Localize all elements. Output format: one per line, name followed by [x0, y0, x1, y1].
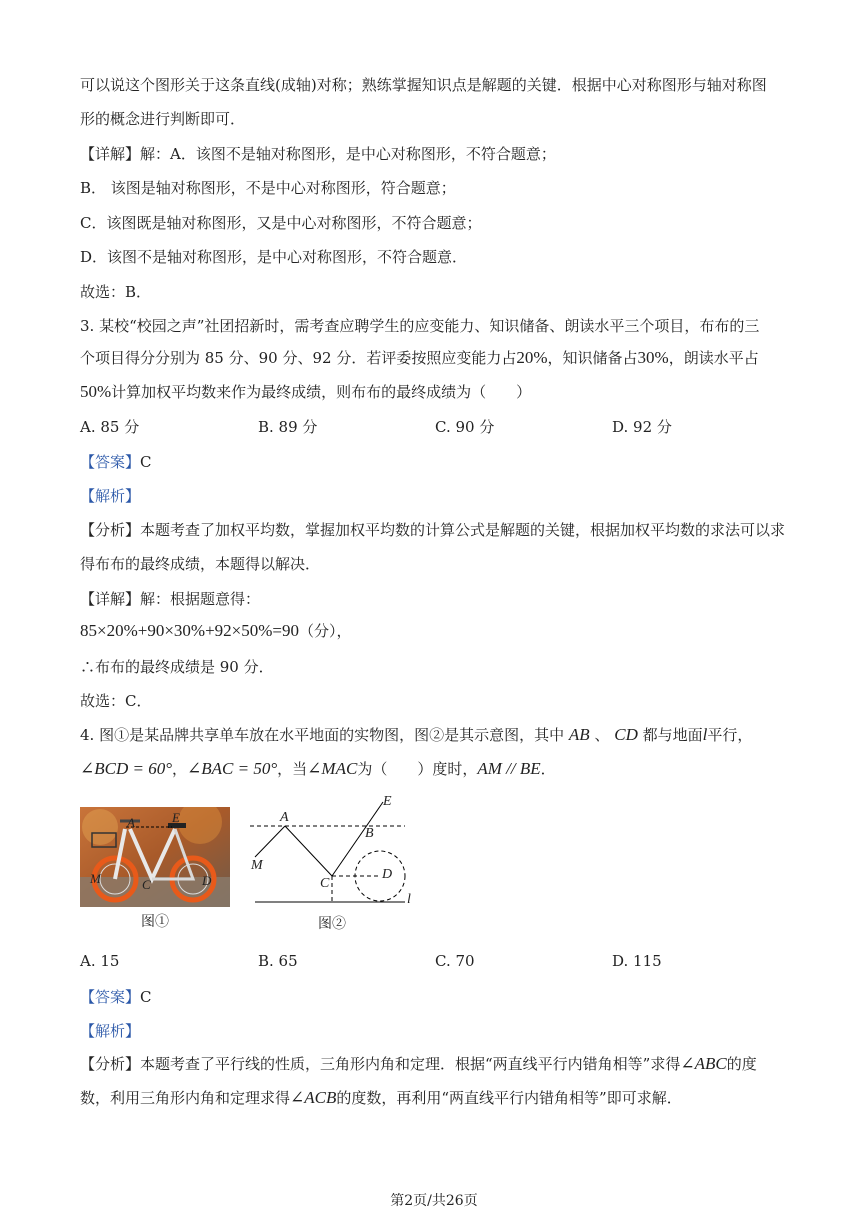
fig2-label-l: l	[407, 892, 411, 907]
q3-conclusion: ∴布布的最终成绩是 90 分．	[80, 658, 274, 676]
answer-label: 【答案】	[80, 453, 141, 471]
q4-option-c: C. 70	[435, 952, 475, 970]
bike-photo	[80, 807, 230, 907]
segment-cd: CD	[614, 725, 638, 744]
q4-stem-line	[80, 758, 556, 779]
percent-50: 50%	[80, 382, 112, 401]
q4-option-d: D. 115	[612, 952, 662, 970]
q4-text: 的度数，再利用“两直线平行内错角相等”即可求解．	[336, 1089, 682, 1107]
page-footer: 第2页/共26页	[390, 1193, 478, 1209]
fig1-label-c: C	[142, 877, 151, 892]
text-line: C．该图既是轴对称图形，又是中心对称图形，不符合题意；	[80, 214, 482, 232]
angle-bcd: ∠BCD = 60°	[80, 759, 173, 778]
q4-text: 【分析】本题考查了平行线的性质，三角形内角和定理．根据“两直线平行内错角相等”求得	[80, 1055, 681, 1073]
q3-analysis-line: 得布布的最终成绩，本题得以解决．	[80, 555, 321, 573]
q4-analysis-line	[80, 1087, 682, 1108]
q3-stem-line	[80, 381, 531, 402]
q4-text: ，	[172, 760, 188, 778]
percent-20: 20%	[516, 348, 548, 367]
fig1-label-a: A	[127, 815, 135, 830]
q3-formula	[80, 620, 352, 641]
q3-stem-line	[80, 347, 759, 368]
fig2-label-d: D	[382, 867, 393, 882]
q3-text: 计算加权平均数来作为最终成绩，则布布的最终成绩为（ ）	[111, 383, 532, 401]
fig1-label-e: E	[172, 810, 180, 825]
fig1-label-m: M	[90, 871, 101, 886]
angle-acb: ∠ACB	[290, 1088, 337, 1107]
fig2-label-a: A	[280, 810, 289, 825]
q3-option-d: D. 92 分	[612, 418, 672, 436]
answer-label: 【答案】	[80, 988, 141, 1006]
q3-text: ，知识储备占	[547, 349, 638, 367]
q3-option-b: B. 89 分	[258, 418, 318, 436]
parallel-statement: AM // BE	[477, 759, 541, 778]
q4-text: 4. 图①是某品牌共享单车放在水平地面的实物图，图②是其示意图，其中	[80, 726, 565, 744]
text-line: 可以说这个图形关于这条直线(成轴)对称；熟练掌握知识点是解题的关键．根据中心对称图形与轴对称图	[80, 76, 767, 94]
q3-option-c: C. 90 分	[435, 418, 495, 436]
analysis-label: 【解析】	[80, 487, 141, 505]
text-line: B． 该图是轴对称图形，不是中心对称图形，符合题意；	[80, 179, 456, 197]
fig1-label-d: D	[202, 873, 212, 888]
q4-text: 、	[594, 726, 610, 744]
q4-text: ，当	[277, 760, 308, 778]
segment-ab: AB	[568, 725, 590, 744]
answer-value: C	[140, 988, 152, 1006]
fig2-label-c: C	[320, 876, 330, 891]
q4-stem-line	[80, 724, 752, 745]
percent-30: 30%	[637, 348, 669, 367]
q4-option-a: A. 15	[80, 952, 120, 970]
fig2-label-b: B	[365, 826, 374, 841]
bike-illustration	[80, 807, 230, 907]
q3-analysis-line: 【分析】本题考查了加权平均数，掌握加权平均数的计算公式是解题的关键，根据加权平均数的求法可以求	[80, 521, 786, 539]
q3-stem-line: 3. 某校“校园之声”社团招新时，需考查应聘学生的应变能力、知识储备、朗读水平三个项目，布布的三	[80, 317, 760, 335]
answer-value: C	[140, 453, 152, 471]
geometry-diagram	[245, 792, 425, 912]
fig2-label-m: M	[251, 858, 263, 873]
fig2-label-e: E	[383, 794, 392, 809]
angle-bac: ∠BAC = 50°	[187, 759, 278, 778]
text-line: 【详解】解：A．该图不是轴对称图形，是中心对称图形，不符合题意；	[80, 145, 556, 163]
q4-answer	[80, 986, 152, 1007]
q4-text: 都与地面	[642, 726, 703, 744]
q3-detail-line: 【详解】解：根据题意得：	[80, 590, 261, 608]
text-line: 形的概念进行判断即可．	[80, 110, 246, 128]
q3-answer	[80, 451, 152, 472]
diagram-lines	[245, 792, 425, 912]
fig2-caption: 图②	[318, 916, 346, 932]
line-l: l	[702, 725, 708, 744]
q4-text: 数，利用三角形内角和定理求得	[80, 1089, 291, 1107]
q3-text: ，朗读水平占	[668, 349, 759, 367]
q3-option-a: A. 85 分	[80, 418, 140, 436]
analysis-label: 【解析】	[80, 1022, 141, 1040]
text-line: D．该图不是轴对称图形，是中心对称图形，不符合题意．	[80, 248, 468, 266]
text-line: 故选：B．	[80, 283, 152, 301]
formula: 85×20%+90×30%+92×50%=90	[80, 621, 300, 640]
formula-unit: （分），	[299, 622, 352, 640]
q3-text: 个项目得分分别为 85 分、90 分、92 分．若评委按照应变能力占	[80, 349, 517, 367]
q4-text: 的度	[726, 1055, 757, 1073]
q4-text: 平行，	[707, 726, 753, 744]
q4-text: ．	[540, 760, 556, 778]
angle-abc: ∠ABC	[680, 1054, 727, 1073]
q4-option-b: B. 65	[258, 952, 298, 970]
q4-text: 为（ ）度时，	[357, 760, 478, 778]
fig1-caption: 图①	[141, 914, 169, 930]
q3-choice: 故选：C．	[80, 692, 152, 710]
q4-analysis-line	[80, 1053, 757, 1074]
angle-mac: ∠MAC	[307, 759, 358, 778]
